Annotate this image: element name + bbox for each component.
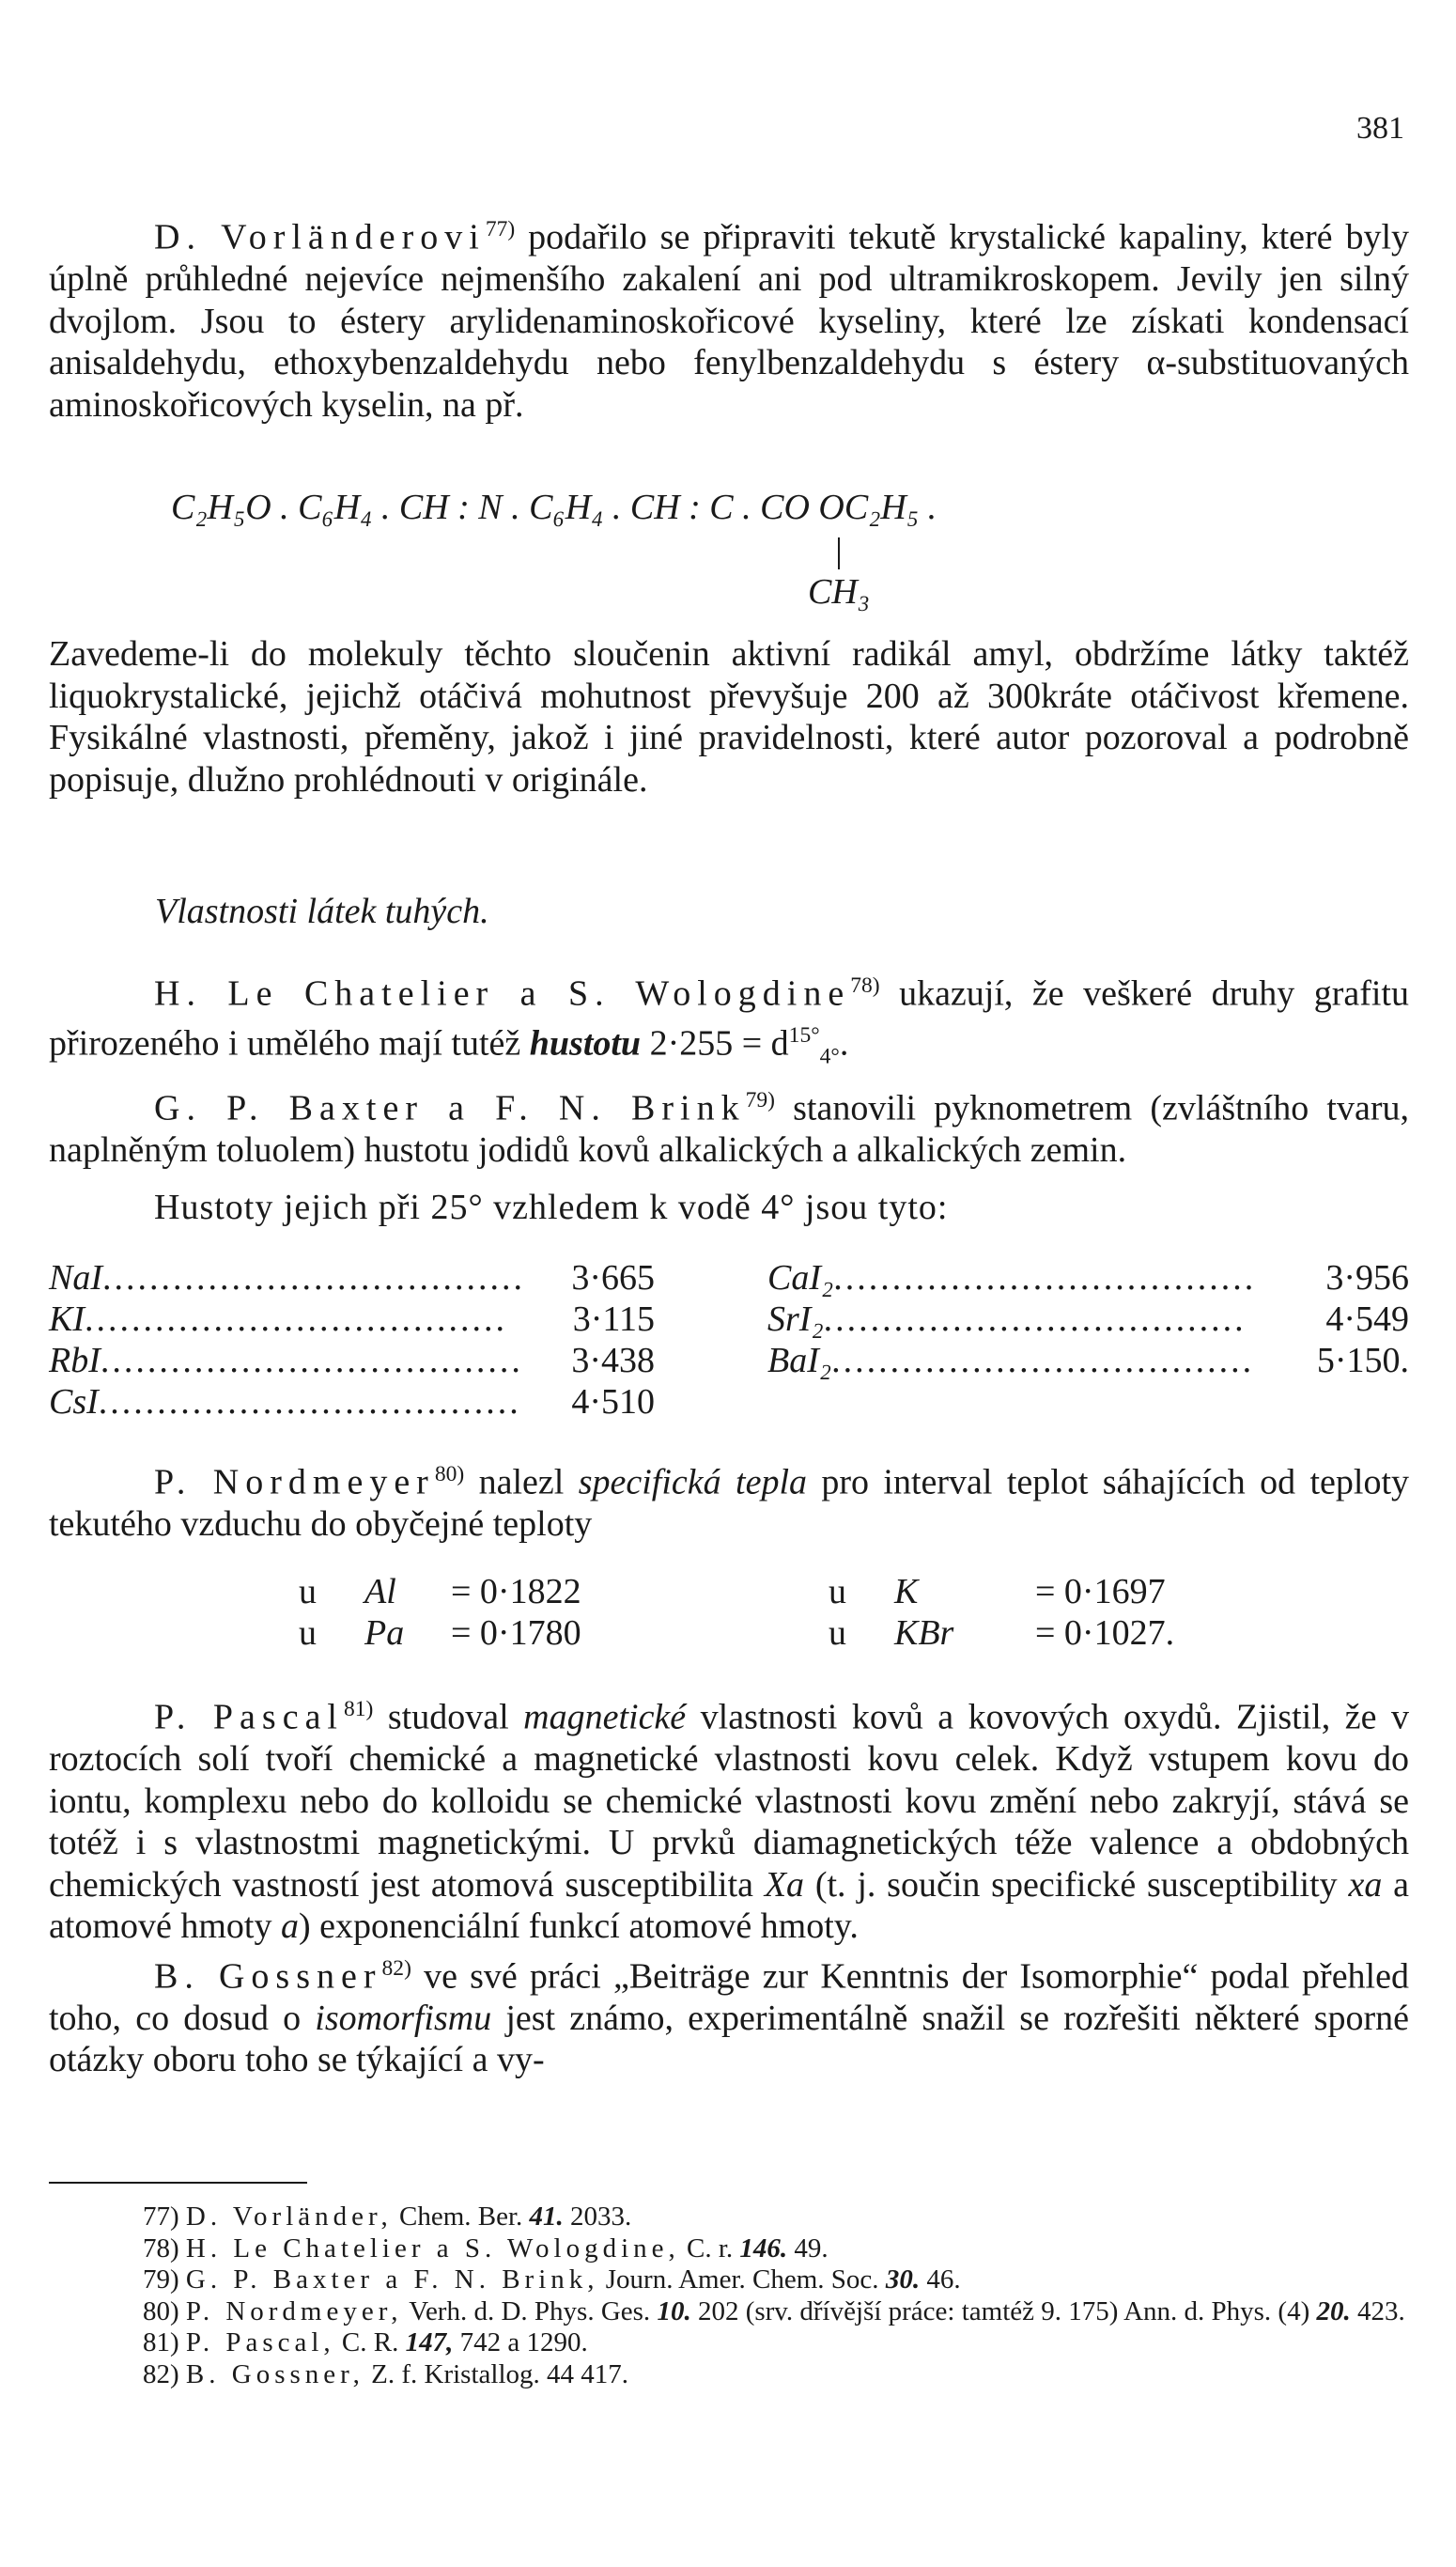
chemical-formula: C₂H₅O . C₆H₄ . CH : N . C₆H₄ . CH : C . CO OC₂H₅ . <box>171 488 937 527</box>
footnote-text: 742 a 1290. <box>453 2327 588 2357</box>
element-symbol: K <box>894 1572 919 1611</box>
footnote-text: 423. <box>1350 2295 1405 2326</box>
footnote-number: 82) <box>143 2358 179 2389</box>
footnote <box>49 2327 1409 2359</box>
emphasis-term: hustotu <box>529 1023 642 1064</box>
footnote-divider <box>49 2182 307 2184</box>
temp-sub: 4° <box>819 1044 840 1069</box>
unit-prefix: u <box>299 1613 317 1653</box>
density-value: 3·665 <box>571 1258 655 1298</box>
footnote-author: P. Nordmeyer, <box>185 2295 403 2326</box>
paragraph-text: stanovili pyknometrem (zvláštního tvaru, naplněným toluolem) hustotu jodidů kovů alkalických a alkalických zemin. <box>49 1088 1409 1171</box>
emphasis-term: isomorfismu <box>315 1998 492 2038</box>
footnote-author: H. Le Chatelier a S. Wologdine, <box>185 2233 680 2264</box>
footnotes <box>49 2201 1409 2390</box>
math-symbol: a <box>280 1906 299 1947</box>
formula-branch-line <box>838 537 840 569</box>
paragraph-specific-heat <box>49 1454 1409 1546</box>
section-heading: Vlastnosti látek tuhých. <box>155 892 489 931</box>
specific-heat-right <box>829 1571 1174 1654</box>
heat-value: = 0·1822 <box>451 1572 581 1611</box>
paragraph-amyl <box>49 633 1409 801</box>
volume-number: 147, <box>405 2327 454 2357</box>
heat-row <box>829 1571 1174 1612</box>
footnote-ref: 80) <box>434 1462 465 1486</box>
density-value: 4·549 <box>1325 1299 1409 1339</box>
element-symbol: KBr <box>894 1613 954 1653</box>
compound-name: CsI <box>49 1382 99 1422</box>
footnote-text: Chem. Ber. <box>392 2201 530 2232</box>
paragraph-text: podařilo se připraviti tekutě krystalické kapaliny, které byly úplně průhledné nejevíce nejmenšího zakalení ani pod ultramikroskopem. Jevily jen silný dvojlom. Jsou to éstery arylidenaminoskořicové kyseliny, které lze získati kondensací anisaldehydu, ethoxybenzaldehydu nebo fenylbenzaldehydu s éstery α-substituovaných aminoskořicových kyselin, na př. <box>49 217 1409 425</box>
compound-name: SrI₂ <box>767 1299 824 1339</box>
leader-dots: .................................... <box>831 1341 1255 1380</box>
heat-value: = 0·1780 <box>451 1613 581 1653</box>
footnote-text: 46. <box>920 2264 961 2295</box>
density-value: 4·510 <box>571 1382 655 1422</box>
paragraph-text: ve své práci „Beiträge zur Kenntnis der Isomorphie“ podal přehled toho, co dosud o <box>49 1956 1409 2038</box>
formula-branch: CH₃ <box>808 572 870 612</box>
density-table-right <box>767 1257 1409 1381</box>
paragraph-text: pro interval teplot sáhajících od teploty tekutého vzduchu do obyčejné teploty <box>49 1462 1410 1545</box>
period: . <box>839 1023 849 1064</box>
footnote-text: Z. f. Kristallog. 44 417. <box>364 2358 629 2389</box>
author-name: P. Pascal <box>154 1697 344 1737</box>
footnote-number: 77) <box>143 2201 179 2232</box>
paragraph-magnetic <box>49 1688 1409 2081</box>
density-value: 3·956 <box>1325 1258 1409 1298</box>
footnote <box>49 2359 1409 2391</box>
paragraph-text: a atomové hmoty <box>49 1864 1409 1947</box>
volume-number: 41. <box>529 2201 564 2232</box>
paragraph-text: vlastnosti kovů a kovových oxydů. Zjistil, že v roztocích solí tvoří chemické a magnetické vlastnosti kovu celek. Když vstupem kovu do iontu, komplexu nebo do kolloidu se chemické vlastnosti kovu změní nebo zakryjí, stává se totéž i s vlastnostmi magnetickými. U prvků diamagnetických téže valence a obdobných chemických vastností jest atomová susceptibilita <box>49 1697 1409 1905</box>
specific-heat-left <box>299 1571 581 1654</box>
footnote-author: G. P. Baxter a F. N. Brink, <box>185 2264 599 2295</box>
density-table-left <box>49 1257 655 1423</box>
footnote-text: Journ. Amer. Chem. Soc. <box>598 2264 886 2295</box>
heat-row <box>299 1612 581 1654</box>
element-symbol: Pa <box>364 1613 405 1653</box>
density-row <box>49 1381 655 1423</box>
unit-prefix: u <box>299 1572 317 1611</box>
author-name: B. Gossner <box>154 1956 382 1997</box>
author-name: H. Le Chatelier a S. Wologdine <box>154 973 851 1014</box>
footnote-ref: 78) <box>850 973 880 998</box>
leader-dots: .................................... <box>98 1382 521 1422</box>
heat-row <box>829 1612 1174 1654</box>
heat-value: = 0·1697 <box>1035 1572 1166 1611</box>
footnote-author: P. Pascal, <box>185 2327 335 2357</box>
leader-dots: .................................... <box>100 1341 523 1380</box>
density-row <box>767 1257 1409 1299</box>
math-symbol: Xa <box>764 1864 805 1905</box>
compound-name: NaI <box>49 1258 102 1298</box>
footnote-text: 202 (srv. dřívější práce: tamtéž 9. 175) Ann. d. Phys. (4) <box>690 2295 1317 2326</box>
footnote-ref: 81) <box>344 1697 374 1721</box>
footnote-ref: 77) <box>485 217 516 241</box>
density-row <box>49 1299 655 1340</box>
density-row <box>767 1340 1409 1381</box>
element-symbol: Al <box>364 1572 396 1611</box>
unit-prefix: u <box>829 1572 846 1611</box>
footnote-number: 78) <box>143 2233 179 2264</box>
author-name: P. Nordmeyer <box>154 1462 435 1502</box>
paragraph-text: (t. j. součin specifické susceptibility <box>804 1864 1349 1905</box>
paragraph-text: nalezl <box>464 1462 579 1502</box>
volume-number: 30. <box>885 2264 921 2295</box>
footnote <box>49 2296 1409 2328</box>
leader-dots: .................................... <box>823 1299 1247 1339</box>
paragraph-text: studoval <box>373 1697 524 1737</box>
emphasis-term: specifická tepla <box>578 1462 808 1502</box>
compound-name: RbI <box>49 1341 101 1380</box>
emphasis-term: magnetické <box>523 1697 687 1737</box>
footnote-number: 80) <box>143 2295 179 2326</box>
volume-number: 20. <box>1316 2295 1351 2326</box>
density-row <box>49 1340 655 1381</box>
paragraph-vorlander <box>49 209 1409 426</box>
heat-value: = 0·1027. <box>1035 1613 1175 1653</box>
heat-row <box>299 1571 581 1612</box>
author-name: G. P. Baxter a F. N. Brink <box>154 1088 746 1128</box>
paragraph-text: Hustoty jejich při 25° vzhledem k vodě 4° jsou tyto: <box>154 1187 949 1227</box>
footnote-number: 81) <box>143 2327 179 2357</box>
leader-dots: .................................... <box>102 1258 525 1298</box>
density-value: 2·255 = d <box>641 1023 789 1064</box>
density-row <box>767 1299 1409 1340</box>
density-value: 3·115 <box>572 1299 655 1339</box>
math-symbol: xa <box>1348 1864 1383 1905</box>
compound-name: KI <box>49 1299 85 1339</box>
paragraph-text: ) exponenciální funkcí atomové hmoty. <box>298 1906 859 1947</box>
footnote-text: C. R. <box>334 2327 406 2357</box>
density-row <box>49 1257 655 1299</box>
footnote-ref: 79) <box>745 1087 775 1112</box>
density-value: 3·438 <box>571 1341 655 1380</box>
footnote-text: C. r. <box>679 2233 740 2264</box>
leader-dots: .................................... <box>833 1258 1257 1298</box>
page-number: 381 <box>1356 111 1404 146</box>
footnote-text: 49. <box>787 2233 829 2264</box>
footnote-ref: 82) <box>381 1955 411 1981</box>
footnote-text: 2033. <box>563 2201 632 2232</box>
volume-number: 10. <box>657 2295 691 2326</box>
volume-number: 146. <box>739 2233 788 2264</box>
compound-name: BaI₂ <box>767 1341 832 1380</box>
footnote <box>49 2201 1409 2233</box>
unit-prefix: u <box>829 1613 846 1653</box>
leader-dots: .................................... <box>85 1299 507 1339</box>
paragraph-text: jest známo, experimentálně snažil se rozřešiti některé sporné otázky oboru toho se týkající a vy- <box>49 1998 1410 2080</box>
temp-sup: 15° <box>788 1023 820 1049</box>
footnote-number: 79) <box>143 2264 179 2295</box>
footnote-author: B. Gossner, <box>185 2358 364 2389</box>
footnote-text: Verh. d. D. Phys. Ges. <box>402 2295 658 2326</box>
footnote-author: D. Vorländer, <box>185 2201 393 2232</box>
footnote <box>49 2233 1409 2265</box>
footnote <box>49 2264 1409 2296</box>
paragraph-graphite <box>49 965 1409 1228</box>
compound-name: CaI₂ <box>767 1258 834 1298</box>
paragraph-text: ukazují, že veškeré druhy grafitu přirozeného i umělého mají tutéž <box>49 973 1409 1064</box>
author-name: D. Vorländerovi <box>154 217 486 257</box>
density-value: 5·150. <box>1316 1341 1409 1380</box>
paragraph-text: Zavedeme-li do molekuly těchto sloučenin aktivní radikál amyl, obdržíme látky taktéž liquokrystalické, jejichž otáčivá mohutnost převyšuje 200 až 300kráte otáčivost křemene. Fysikálné vlastnosti, přeměny, jakož i jiné pravidelnosti, které autor pozoroval a podrobně popisuje, dlužno prohlédnouti v originále. <box>49 634 1409 800</box>
